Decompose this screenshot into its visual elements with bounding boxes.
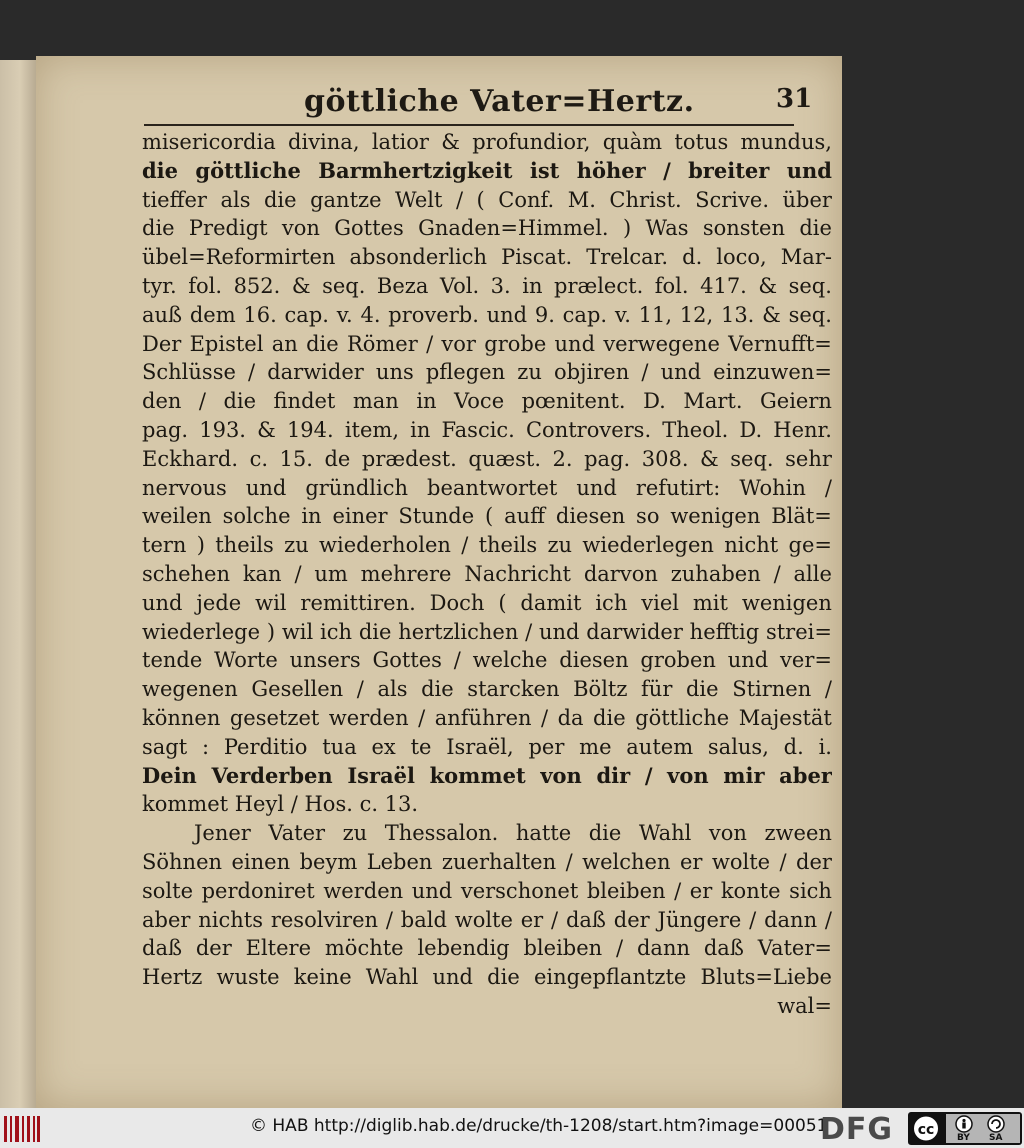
running-head [36,84,842,124]
barcode-icon [2,1114,42,1144]
text-line: Söhnen einen beym Leben zuerhalten / welchen er wolte / der [142,849,832,874]
text-line: sagt : Perditio tua ex te Israël, per me autem salus, d. i. [142,734,832,759]
header-rule [144,124,794,126]
body-text [142,128,832,1021]
text-line: aber nichts resolviren / bald wolte er / daß der Jüngere / dann / [142,907,832,932]
text-line: weilen solche in einer Stunde ( auff diesen so wenigen Blät= [142,504,832,529]
text-line: übel=Reformirten absonderlich Piscat. Trelcar. d. loco, Mar- [142,245,832,270]
text-line: wegenen Gesellen / als die starcken Böltz für die Stirnen / [142,677,832,702]
text-line: tieffer als die gantze Welt / ( Conf. M. Christ. Scrive. über [142,187,832,212]
text-line: Eckhard. c. 15. de prædest. quæst. 2. pag. 308. & seq. sehr [142,446,832,471]
catchword: wal= [777,993,832,1018]
text-line: tern ) theils zu wiederholen / theils zu wiederlegen nicht ge= [142,533,832,558]
text-line: Jener Vater zu Thessalon. hatte die Wahl von zween [194,821,832,846]
text-line: den / die findet man in Voce pœnitent. D. Mart. Geiern [142,389,832,414]
text-line: die göttliche Barmhertzigkeit ist höher / breiter und [142,157,832,183]
text-line: Der Epistel an die Römer / vor grobe und verwegene Vernufft= [142,331,832,356]
text-line: schehen kan / um mehrere Nachricht darvon zuhaben / alle [142,561,832,586]
cc-license-badge[interactable] [908,1112,1022,1145]
text-line: kommet Heyl / Hos. c. 13. [142,792,419,817]
footer-bar [0,1108,1024,1148]
cc-sa-label: SA [989,1133,1003,1143]
page-number: 31 [776,84,813,114]
text-line: pag. 193. & 194. item, in Fascic. Controvers. Theol. D. Henr. [142,417,832,442]
cc-by-label: BY [957,1133,970,1143]
text-line: und jede wil remittiren. Doch ( damit ich viel mit wenigen [142,590,832,615]
text-line: die Predigt von Gottes Gnaden=Himmel. ) Was sonsten die [142,216,832,241]
text-line: nervous und gründlich beantwortet und refutirt: Wohin / [142,475,832,500]
text-line: tyr. fol. 852. & seq. Beza Vol. 3. in prælect. fol. 417. & seq. [142,273,832,298]
text-line: Dein Verderben Israël kommet von dir / von mir aber [142,762,832,788]
book-page [36,56,842,1108]
text-line: Hertz wuste keine Wahl und die eingepflantzte Bluts=Liebe [142,965,832,990]
dfg-logo: DFG [820,1112,894,1147]
copyright-link[interactable]: © HAB http://diglib.hab.de/drucke/th-1208/start.htm?image=00051 [250,1116,828,1136]
svg-text:cc: cc [917,1122,935,1138]
text-line: daß der Eltere möchte lebendig bleiben / dann daß Vater= [142,936,832,961]
text-line: tende Worte unsers Gottes / welche diesen groben und ver= [142,648,832,673]
text-line: wiederlege ) wil ich die hertzlichen / und darwider hefftig strei= [142,619,832,644]
text-line: auß dem 16. cap. v. 4. proverb. und 9. cap. v. 11, 12, 13. & seq. [142,302,832,327]
text-line: können gesetzet werden / anführen / da die göttliche Majestät [142,705,832,730]
text-line: solte perdoniret werden und verschonet bleiben / er konte sich [142,878,832,903]
previous-page-edge [0,60,36,1108]
text-line: Schlüsse / darwider uns pflegen zu objiren / und einzuwen= [142,360,832,385]
running-title: göttliche Vater=Hertz. [304,84,695,119]
text-line: misericordia divina, latior & profundior, quàm totus mundus, [142,130,832,154]
